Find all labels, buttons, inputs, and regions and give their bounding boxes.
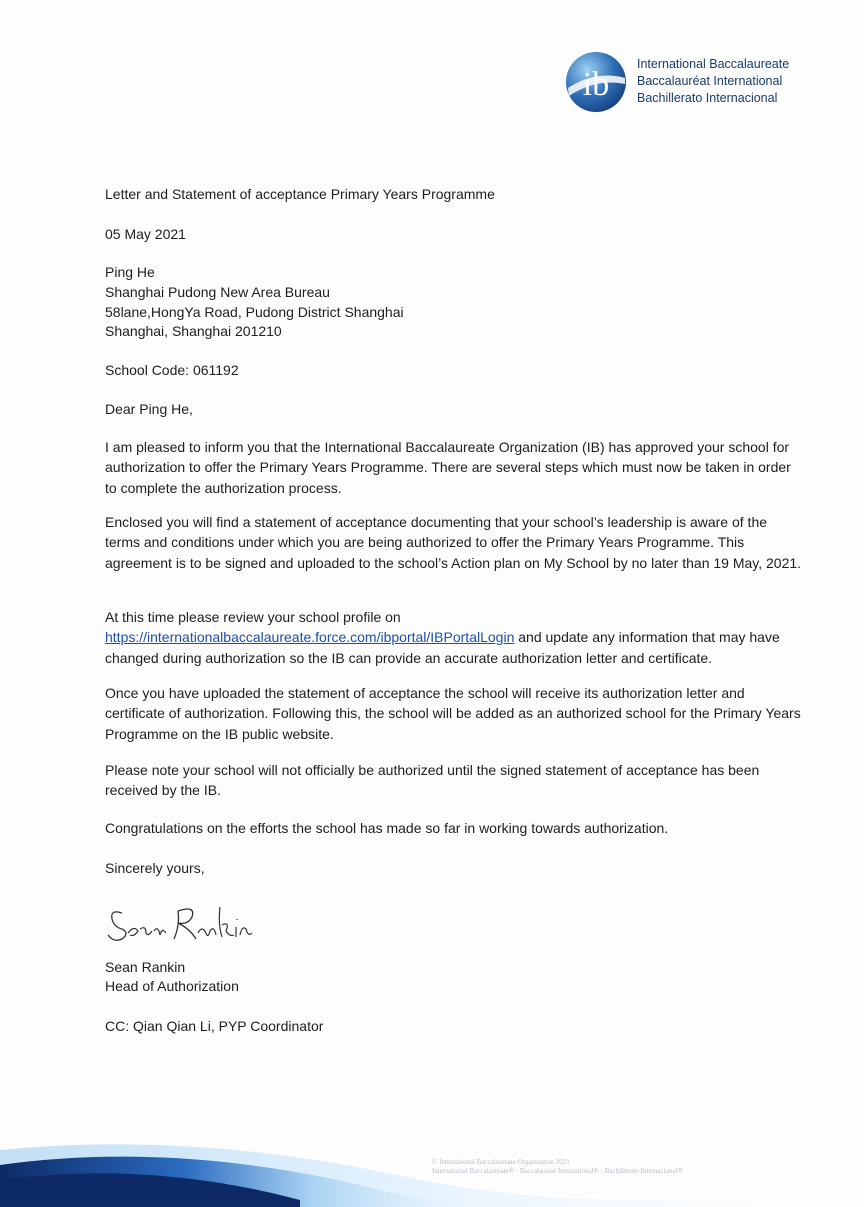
salutation: Dear Ping He, xyxy=(105,401,193,417)
paragraph-profile xyxy=(105,607,805,668)
closing: Sincerely yours, xyxy=(105,860,205,876)
address-line: Shanghai, Shanghai 201210 xyxy=(105,323,282,339)
address-line: Shanghai Pudong New Area Bureau xyxy=(105,284,330,300)
paragraph-next-steps: Once you have uploaded the statement of acceptance the school will receive its authorization letter and certificate of authorization. Following this, the school will be added as an authorized school for the Primary Years Programme on the IB public website. xyxy=(105,685,801,742)
footer-copyright xyxy=(432,1158,683,1176)
paragraph-statement: Enclosed you will find a statement of acceptance documenting that your school’s leadership is aware of the terms and conditions under which you are being authorized to offer the Primary Years Programme. This agreement is to be signed and uploaded to the school’s Action plan on My School by no later than 19 May, 2021. xyxy=(105,514,802,571)
ib-logo xyxy=(563,48,803,118)
logo-wordmark xyxy=(637,56,789,107)
address-line: 58lane,HongYa Road, Pudong District Shanghai xyxy=(105,304,404,320)
handwritten-signature xyxy=(100,895,260,955)
letter-title: Letter and Statement of acceptance Primary Years Programme xyxy=(105,186,495,202)
footer-line: © International Baccalaureate Organization 2021 xyxy=(432,1158,570,1166)
paragraph-congratulations: Congratulations on the efforts the school has made so far in working towards authorization. xyxy=(105,820,669,836)
address-line: Ping He xyxy=(105,264,155,280)
signer-title: Head of Authorization xyxy=(105,978,239,994)
footer-line: International Baccalaureate® · Baccalauréat International® · Bachillerato Internacional® xyxy=(432,1167,683,1175)
ib-logo-mark-icon xyxy=(563,48,629,114)
paragraph-approval: I am pleased to inform you that the International Baccalaureate Organization (IB) has approved your school for authorization to offer the Primary Years Programme. There are several steps which must now be taken in order to complete the authorization process. xyxy=(105,439,791,496)
ib-portal-link[interactable]: https://internationalbaccalaureate.force.com/ibportal/IBPortalLogin xyxy=(105,629,515,646)
profile-intro: At this time please review your school profile on xyxy=(105,609,401,625)
logo-line-en: International Baccalaureate xyxy=(637,57,790,71)
signer-name: Sean Rankin xyxy=(105,959,186,975)
letter-date: 05 May 2021 xyxy=(105,226,186,242)
profile-rest: and update any information that may have changed during authorization so the IB can provide an accurate authorization letter and certificate. xyxy=(105,629,780,666)
cc-line: CC: Qian Qian Li, PYP Coordinator xyxy=(105,1018,324,1034)
school-code: School Code: 061192 xyxy=(105,362,239,378)
logo-line-fr: Baccalauréat International xyxy=(637,74,783,88)
ib-mark-text: ib xyxy=(582,66,610,103)
paragraph-note: Please note your school will not officially be authorized until the signed statement of acceptance has been received by the IB. xyxy=(105,762,760,799)
logo-line-es: Bachillerato Internacional xyxy=(637,91,778,105)
